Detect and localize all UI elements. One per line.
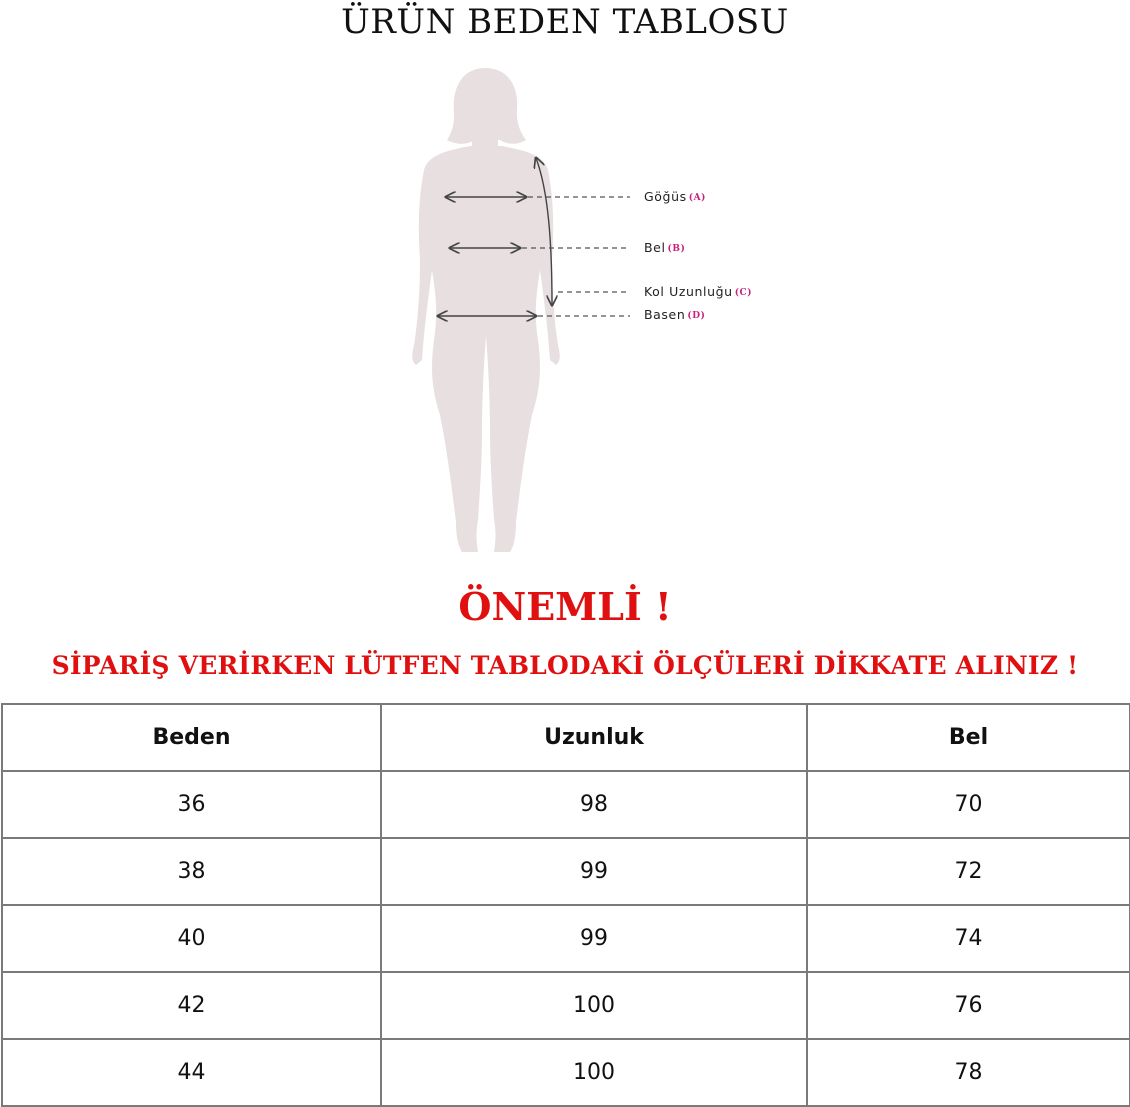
header-bel: Bel — [807, 704, 1130, 771]
cell-bel: 74 — [807, 905, 1130, 972]
female-silhouette-icon — [0, 60, 1130, 560]
table-row — [2, 972, 1130, 1039]
table-row — [2, 838, 1130, 905]
size-table — [1, 703, 1130, 1107]
header-uzunluk: Uzunluk — [381, 704, 807, 771]
measure-label-waist: Bel (B) — [644, 240, 686, 255]
cell-beden: 36 — [2, 771, 381, 838]
measure-label-sleeve: Kol Uzunluğu (C) — [644, 284, 753, 299]
cell-uzunluk: 99 — [381, 905, 807, 972]
cell-uzunluk: 99 — [381, 838, 807, 905]
cell-uzunluk: 100 — [381, 972, 807, 1039]
cell-bel: 72 — [807, 838, 1130, 905]
table-row — [2, 771, 1130, 838]
cell-beden: 40 — [2, 905, 381, 972]
cell-uzunluk: 98 — [381, 771, 807, 838]
table-row — [2, 1039, 1130, 1106]
cell-uzunluk: 100 — [381, 1039, 807, 1106]
notice-title: ÖNEMLİ ! — [458, 584, 672, 629]
cell-beden: 44 — [2, 1039, 381, 1106]
cell-beden: 38 — [2, 838, 381, 905]
cell-beden: 42 — [2, 972, 381, 1039]
measure-label-bust: Göğüs (A) — [644, 189, 707, 204]
table-header-row — [2, 704, 1130, 771]
notice-text: SİPARİŞ VERİRKEN LÜTFEN TABLODAKİ ÖLÇÜLERİ DİKKATE ALINIZ ! — [51, 651, 1079, 680]
cell-bel: 78 — [807, 1039, 1130, 1106]
cell-bel: 70 — [807, 771, 1130, 838]
page-title: ÜRÜN BEDEN TABLOSU — [341, 2, 789, 42]
measure-label-hip: Basen (D) — [644, 307, 706, 322]
cell-bel: 76 — [807, 972, 1130, 1039]
table-row — [2, 905, 1130, 972]
header-beden: Beden — [2, 704, 381, 771]
body-measurement-figure — [0, 60, 1130, 560]
